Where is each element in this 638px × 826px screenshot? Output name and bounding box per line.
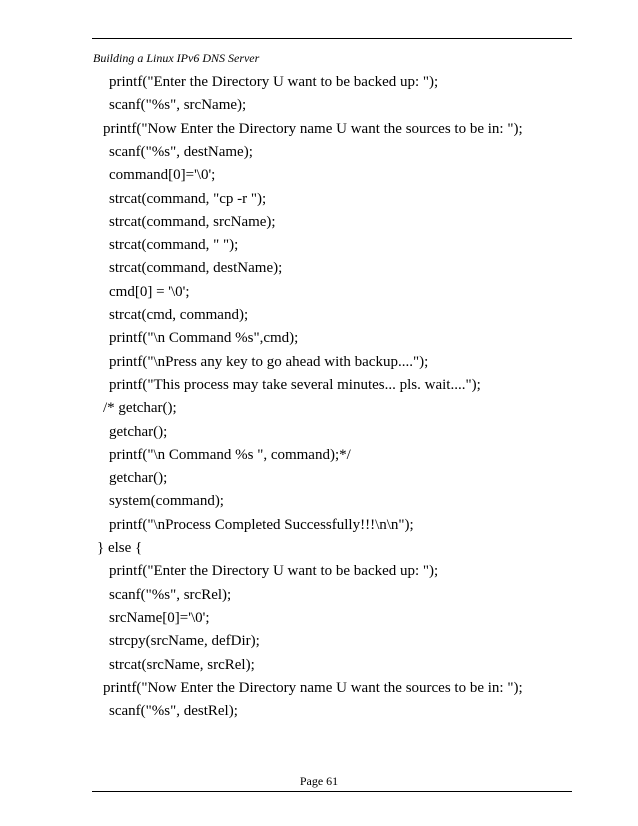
code-line: printf("Enter the Directory U want to be backed up: "); xyxy=(109,563,439,580)
code-line: printf("\n Command %s ", command);*/ xyxy=(109,446,351,463)
header-rule xyxy=(92,38,572,39)
code-line: strcat(command, srcName); xyxy=(109,213,276,230)
code-line: printf("Enter the Directory U want to be backed up: "); xyxy=(109,74,439,90)
code-line: cmd[0] = '\0'; xyxy=(109,283,190,300)
code-line: strcpy(srcName, defDir); xyxy=(109,633,260,650)
code-line: strcat(cmd, command); xyxy=(109,307,249,323)
code-line: } else { xyxy=(97,540,143,556)
code-line: strcat(command, "cp -r "); xyxy=(109,190,267,207)
code-line: printf("\nProcess Completed Successfully!!!\n\n"); xyxy=(109,516,414,533)
code-line: scanf("%s", srcRel); xyxy=(109,586,232,603)
code-line: strcat(srcName, srcRel); xyxy=(109,656,255,673)
code-line: getchar(); xyxy=(109,470,168,487)
code-line: printf("Now Enter the Directory name U want the sources to be in: "); xyxy=(103,679,523,696)
page-number: Page 61 xyxy=(299,774,339,788)
code-line: getchar(); xyxy=(109,423,168,440)
code-line: strcat(command, " "); xyxy=(109,237,239,254)
code-line: strcat(command, destName); xyxy=(109,260,283,277)
code-line: /* getchar(); xyxy=(103,400,177,417)
code-line: printf("Now Enter the Directory name U want the sources to be in: "); xyxy=(103,120,523,137)
code-line: system(command); xyxy=(109,493,224,510)
running-header: Building a Linux IPv6 DNS Server xyxy=(93,51,260,65)
code-line: srcName[0]='\0'; xyxy=(109,609,210,626)
code-line: scanf("%s", srcName); xyxy=(109,97,247,114)
code-line: command[0]='\0'; xyxy=(109,167,216,184)
code-line: scanf("%s", destRel); xyxy=(109,703,238,720)
code-line: printf("This process may take several minutes... pls. wait...."); xyxy=(109,376,481,393)
footer-rule xyxy=(92,791,572,792)
code-line: printf("\nPress any key to go ahead with backup...."); xyxy=(109,353,429,370)
code-line: printf("\n Command %s",cmd); xyxy=(109,330,299,347)
code-line: scanf("%s", destName); xyxy=(109,143,253,160)
